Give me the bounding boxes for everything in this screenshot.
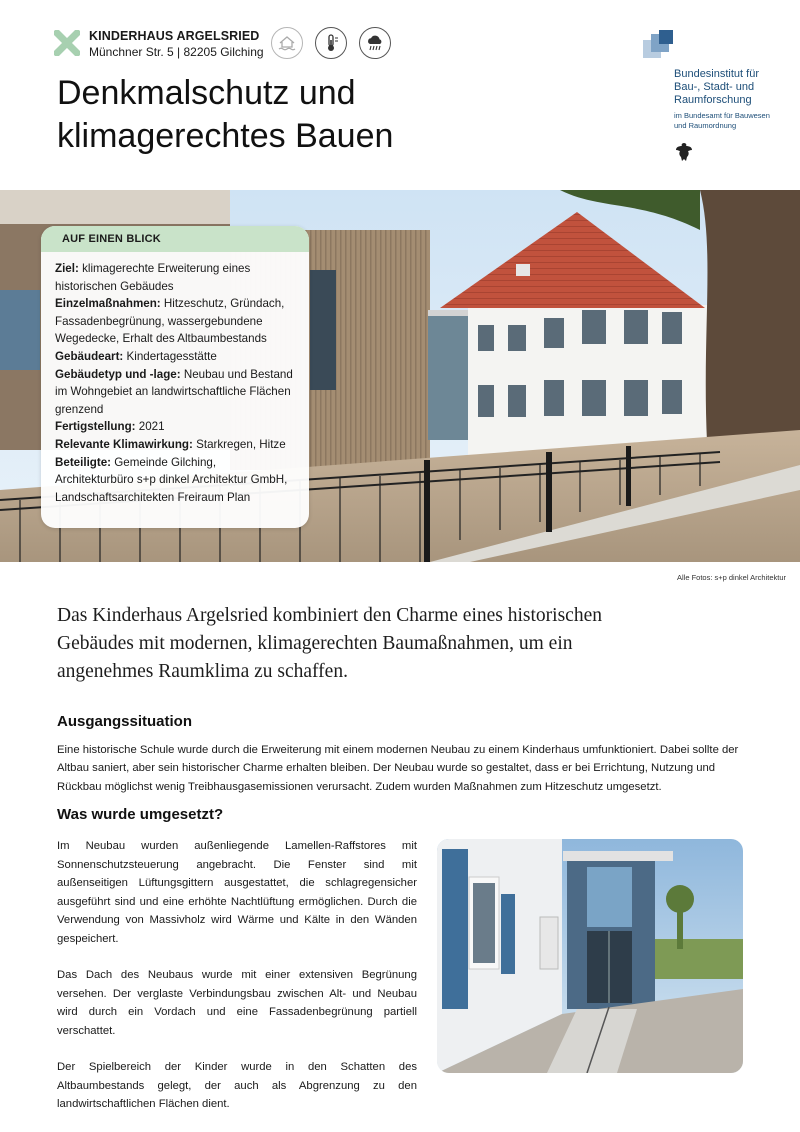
section-heading-implemented: Was wurde umgesetzt? xyxy=(57,806,224,823)
at-a-glance-heading: AUF EINEN BLICK xyxy=(41,226,309,252)
org-address: Münchner Str. 5 | 82205 Gilching xyxy=(89,45,264,59)
glance-item-completion: Fertigstellung: 2021 xyxy=(55,420,165,434)
initial-situation-paragraph: Eine historische Schule wurde durch die Erweiterung mit einem modernen Neubau zu einem Kinderhaus umfunktioniert. Dabei sollte der Altbau saniert, aber sein historischer Charme erhalten bleiben. Der Neubau wurde so gestaltet, dass er bei Errichtung, Nutzung und Rückbau möglichst wenig Treibhausgasemissionen verursacht. Zudem wurden Maßnahmen zum Hitzeschutz umgesetzt. xyxy=(57,744,739,793)
glance-item-location: Gebäudetyp und -lage: Neubau und Bestand im Wohngebiet an landwirtschaftliche Flächen grenzend xyxy=(55,367,293,416)
federal-eagle-icon xyxy=(674,141,694,163)
institute-logo-mark xyxy=(643,30,675,62)
side-photo-connecting-building xyxy=(437,839,743,1073)
glance-item-building-type: Gebäudeart: Kindertagesstätte xyxy=(55,349,217,363)
implemented-paragraph: Der Spielbereich der Kinder wurde in den Schatten des Altbaumbestands gelegt, der auch als Abgrenzung zu den landwirtschaftlichen Flächen dient. xyxy=(57,1061,417,1110)
lead-paragraph: Das Kinderhaus Argelsried kombiniert den Charme eines historischen Gebäudes mit modernen, klimagerechten Baumaßnahmen, um ein angenehmes Raumklima zu schaffen. xyxy=(57,605,602,682)
glance-item-measures: Einzelmaßnahmen: Hitzeschutz, Gründach, Fassadenbegrünung, wassergebundene Wegedecke, Erhalt des Altbaumbestands xyxy=(55,297,285,346)
glance-item-participants: Beteiligte: Gemeinde Gilching, Architekturbüro s+p dinkel Architektur GmbH, Landschaftsarchitekten Freiraum Plan xyxy=(55,455,288,504)
org-name: KINDERHAUS ARGELSRIED xyxy=(89,29,260,43)
heavy-rain-cloud-icon xyxy=(359,27,391,59)
at-a-glance-box xyxy=(41,226,309,528)
flood-house-icon xyxy=(271,27,303,59)
glance-item-goal: Ziel: klimagerechte Erweiterung eines historischen Gebäudes xyxy=(55,262,251,293)
implemented-paragraph: Das Dach des Neubaus wurde mit einer extensiven Begrünung versehen. Der verglaste Verbindungsbau zwischen Alt- und Neubau wird durch ein Vordach und eine Fassadenbegrünung partiell verschattet. xyxy=(57,969,417,1037)
at-a-glance-list xyxy=(41,252,309,506)
page-title: Denkmalschutz und klimagerechtes Bauen xyxy=(57,74,394,155)
implemented-text-column xyxy=(57,837,417,1132)
project-logo-x-icon xyxy=(54,30,80,56)
thermometer-heat-icon xyxy=(315,27,347,59)
photo-credit: Alle Fotos: s+p dinkel Architektur xyxy=(676,573,786,582)
institute-name: Bundesinstitut für Bau-, Stadt- und Raumforschung xyxy=(674,68,759,106)
climate-topic-icons xyxy=(271,27,391,59)
glance-item-climate-impact: Relevante Klimawirkung: Starkregen, Hitze xyxy=(55,437,286,451)
implemented-paragraph: Im Neubau wurden außenliegende Lamellen-Raffstores mit Sonnenschutzsteuerung angebracht. Die Fenster sind mit außenseitigen Lüftungsgittern ausgestattet, die schlagregensicher ausgeführt sind und eine erhöhte Nachtlüftung ermöglichen. Durch die Verwendung von Massivholz wird Wärme und Kälte in den Wänden gespeichert. xyxy=(57,840,417,945)
section-heading-initial-situation: Ausgangssituation xyxy=(57,713,193,730)
institute-subtitle: im Bundesamt für Bauwesen und Raumordnung xyxy=(674,111,770,130)
